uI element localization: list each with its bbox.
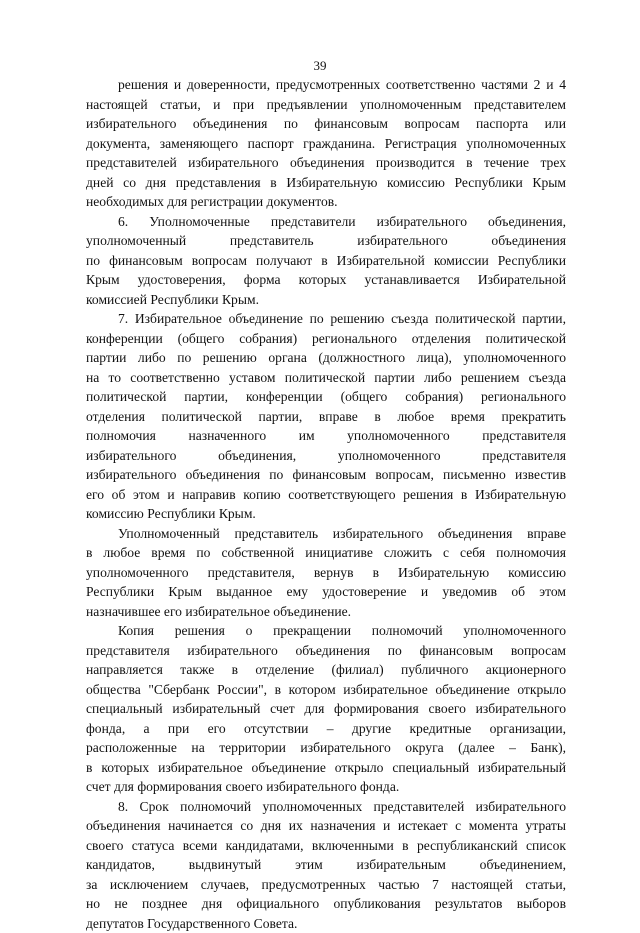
text-line: общества "Сбербанк России", в котором избирательное объединение открыло	[86, 680, 566, 700]
text-line: политической партии, конференции (общего собрания) регионального	[86, 387, 566, 407]
text-line: направляется также в отделение (филиал) публичного акционерного	[86, 660, 566, 680]
text-line: комиссию Республики Крым.	[86, 504, 566, 524]
paragraph	[86, 309, 566, 524]
text-line: объединения начинается со дня их назначения и истекает с момента утраты	[86, 816, 566, 836]
paragraph	[86, 212, 566, 310]
text-line: своего статуса всеми кандидатами, включенными в республиканский список	[86, 836, 566, 856]
text-line: избирательного объединения, уполномоченного представителя	[86, 446, 566, 466]
text-line: его об этом и направив копию соответствующего решения в Избирательную	[86, 485, 566, 505]
text-line: избирательного объединения по финансовым вопросам паспорта или	[86, 114, 566, 134]
page-number: 39	[0, 58, 640, 74]
text-line: комиссией Республики Крым.	[86, 290, 566, 310]
text-line: специальный избирательный счет для формирования своего избирательного	[86, 699, 566, 719]
text-line: фонда, а при его отсутствии – другие кредитные организации,	[86, 719, 566, 739]
text-line: конференции (общего собрания) регионального отделения политической	[86, 329, 566, 349]
text-line: 6. Уполномоченные представители избирательного объединения,	[86, 212, 566, 232]
text-line: в которых избирательное объединение открыло специальный избирательный	[86, 758, 566, 778]
text-line: по финансовым вопросам получают в Избирательной комиссии Республики	[86, 251, 566, 271]
text-line: представителя избирательного объединения по финансовым вопросам	[86, 641, 566, 661]
text-line: Уполномоченный представитель избирательного объединения вправе	[86, 524, 566, 544]
text-line: счет для формирования своего избирательного фонда.	[86, 777, 566, 797]
text-line: представителей избирательного объединения производится в течение трех	[86, 153, 566, 173]
text-line: документа, заменяющего паспорт гражданина. Регистрация уполномоченных	[86, 134, 566, 154]
paragraph	[86, 75, 566, 212]
text-line: уполномоченного представителя, вернув в Избирательную комиссию	[86, 563, 566, 583]
text-line: отделения политической партии, вправе в любое время прекратить	[86, 407, 566, 427]
text-line: 8. Срок полномочий уполномоченных представителей избирательного	[86, 797, 566, 817]
text-line: на то соответственно уставом политической партии либо решением съезда	[86, 368, 566, 388]
text-line: 7. Избирательное объединение по решению съезда политической партии,	[86, 309, 566, 329]
text-line: уполномоченный представитель избирательного объединения	[86, 231, 566, 251]
text-line: за исключением случаев, предусмотренных частью 7 настоящей статьи,	[86, 875, 566, 895]
text-line: Копия решения о прекращении полномочий уполномоченного	[86, 621, 566, 641]
text-line: решения и доверенности, предусмотренных соответственно частями 2 и 4	[86, 75, 566, 95]
text-line: партии либо по решению органа (должностного лица), уполномоченного	[86, 348, 566, 368]
text-line: кандидатов, выдвинутый этим избирательным объединением,	[86, 855, 566, 875]
text-line: полномочия назначенного им уполномоченного представителя	[86, 426, 566, 446]
text-line: депутатов Государственного Совета.	[86, 914, 566, 933]
text-line: в любое время по собственной инициативе сложить с себя полномочия	[86, 543, 566, 563]
text-line: настоящей статьи, и при предъявлении уполномоченным представителем	[86, 95, 566, 115]
text-line: Республики Крым выданное ему удостоверение и уведомив об этом	[86, 582, 566, 602]
text-line: Крым удостоверения, форма которых устанавливается Избирательной	[86, 270, 566, 290]
paragraph	[86, 797, 566, 933]
text-line: но не позднее дня официального опубликования результатов выборов	[86, 894, 566, 914]
document-body	[86, 75, 566, 933]
paragraph	[86, 621, 566, 797]
text-line: расположенные на территории избирательного округа (далее – Банк),	[86, 738, 566, 758]
text-line: назначившее его избирательное объединение.	[86, 602, 566, 622]
text-line: избирательного объединения по финансовым вопросам, письменно известив	[86, 465, 566, 485]
paragraph	[86, 524, 566, 622]
text-line: дней со дня представления в Избирательную комиссию Республики Крым	[86, 173, 566, 193]
text-line: необходимых для регистрации документов.	[86, 192, 566, 212]
